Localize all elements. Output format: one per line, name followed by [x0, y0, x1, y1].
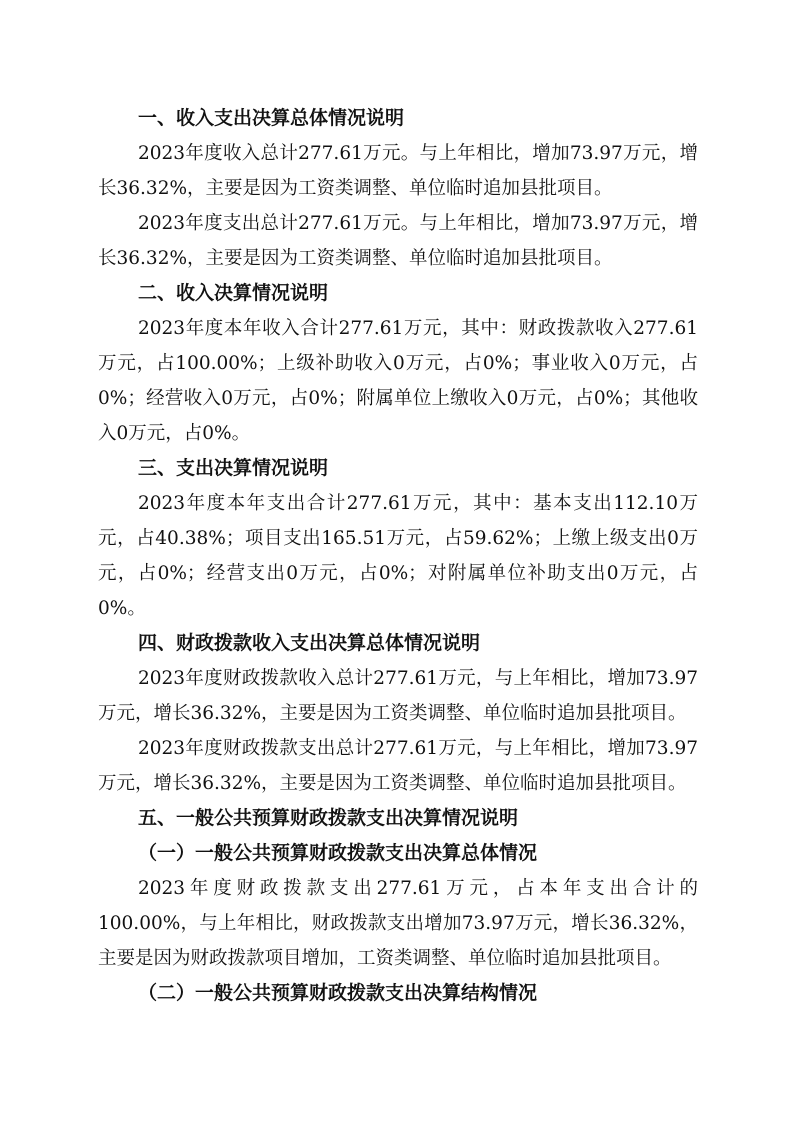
- section-4-heading: 四、财政拨款收入支出决算总体情况说明: [138, 632, 481, 654]
- section-3-heading: 三、支出决算情况说明: [138, 457, 329, 479]
- section-4-paragraph-income: 2023年度财政拨款收入总计277.61万元，与上年相比，增加73.97万元，增长36.32%，主要是因为工资类调整、单位临时追加县批项目。: [98, 668, 698, 724]
- section-5-subsection-1-paragraph: 2023年度财政拨款支出277.61万元，占本年支出合计的100.00%，与上年相比，财政拨款支出增加73.97万元，增长36.32%，主要是因为财政拨款项目增加，工资类调整、单位临时追加县批项目。: [98, 878, 698, 969]
- section-5-subsection-2-heading: （二）一般公共预算财政拨款支出决算结构情况: [138, 982, 538, 1004]
- section-1-paragraph-expenditure: 2023年度支出总计277.61万元。与上年相比，增加73.97万元，增长36.32%，主要是因为工资类调整、单位临时追加县批项目。: [98, 213, 698, 269]
- section-1-paragraph-income: 2023年度收入总计277.61万元。与上年相比，增加73.97万元，增长36.32%，主要是因为工资类调整、单位临时追加县批项目。: [98, 143, 698, 199]
- section-1-heading: 一、收入支出决算总体情况说明: [138, 107, 405, 129]
- section-2-heading: 二、收入决算情况说明: [138, 282, 329, 304]
- section-2-paragraph: 2023年度本年收入合计277.61万元，其中：财政拨款收入277.61万元，占100.00%；上级补助收入0万元，占0%；事业收入0万元，占0%；经营收入0万元，占0%；附属单位上缴收入0万元，占0%；其他收入0万元，占0%。: [98, 318, 698, 444]
- document-body: [98, 101, 698, 1011]
- section-5-subsection-1-heading: （一）一般公共预算财政拨款支出决算总体情况: [138, 842, 538, 864]
- section-4-paragraph-expenditure: 2023年度财政拨款支出总计277.61万元，与上年相比，增加73.97万元，增长36.32%，主要是因为工资类调整、单位临时追加县批项目。: [98, 738, 698, 794]
- section-3-paragraph: 2023年度本年支出合计277.61万元，其中：基本支出112.10万元，占40.38%；项目支出165.51万元，占59.62%；上缴上级支出0万元，占0%；经营支出0万元，占0%；对附属单位补助支出0万元，占0%。: [98, 493, 698, 619]
- section-5-heading: 五、一般公共预算财政拨款支出决算情况说明: [138, 807, 519, 829]
